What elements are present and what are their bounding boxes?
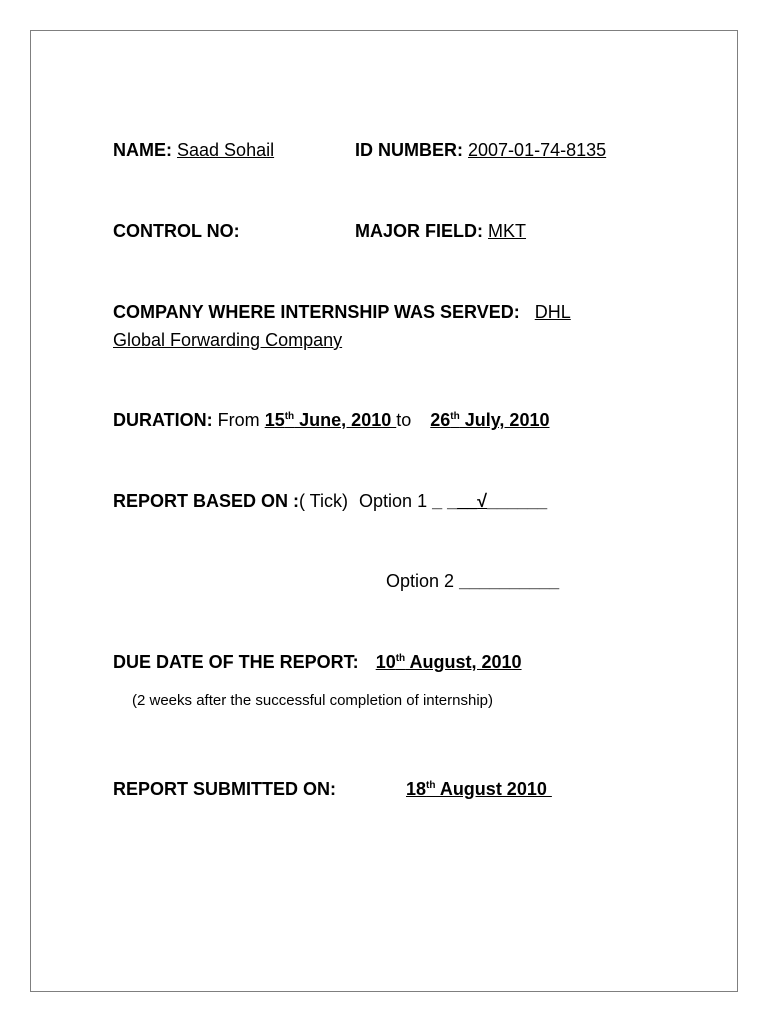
submitted-label: REPORT SUBMITTED ON: xyxy=(113,779,336,799)
duration-from: From xyxy=(217,410,260,430)
company-value-line1: DHL xyxy=(534,302,571,322)
option1-tick-mark: √ xyxy=(477,491,488,511)
option1-label: Option 1 xyxy=(359,491,428,511)
submitted-row xyxy=(113,778,336,800)
id-number-value: 2007-01-74-8135 xyxy=(468,140,607,160)
company-label: COMPANY WHERE INTERNSHIP WAS SERVED: xyxy=(113,302,520,322)
major-field-value: MKT xyxy=(488,221,527,241)
control-no-row xyxy=(113,220,240,242)
report-based-on-row xyxy=(113,490,547,512)
submitted-value: 18th August 2010 xyxy=(406,779,552,799)
tick-instruction: ( Tick) xyxy=(299,491,349,511)
name-value: Saad Sohail xyxy=(177,140,275,160)
due-date-row xyxy=(113,651,522,673)
company-value-line2: Global Forwarding Company xyxy=(113,330,343,350)
duration-label: DURATION: xyxy=(113,410,213,430)
duration-start-date: 15th June, 2010 xyxy=(264,410,397,430)
id-number-row xyxy=(355,139,606,161)
option2-row xyxy=(386,570,559,592)
company-row xyxy=(113,301,571,323)
option2-label: Option 2 xyxy=(386,571,455,591)
duration-row xyxy=(113,409,549,431)
major-field-row xyxy=(355,220,526,242)
due-date-note: (2 weeks after the successful completion of internship) xyxy=(132,692,494,709)
option1-blank: _ ___√______ xyxy=(432,491,548,511)
name-label: NAME: xyxy=(113,140,172,160)
report-based-on-label: REPORT BASED ON : xyxy=(113,491,300,511)
submitted-value-row xyxy=(406,778,552,800)
major-field-label: MAJOR FIELD: xyxy=(355,221,483,241)
due-date-value: 10th August, 2010 xyxy=(375,652,522,672)
control-no-label: CONTROL NO: xyxy=(113,221,240,241)
company-row-2 xyxy=(113,329,342,351)
id-number-label: ID NUMBER: xyxy=(355,140,463,160)
option2-blank: __________ xyxy=(459,571,560,591)
due-date-label: DUE DATE OF THE REPORT: xyxy=(113,652,359,672)
duration-to: to xyxy=(396,410,412,430)
name-row xyxy=(113,139,274,161)
duration-end-date: 26th July, 2010 xyxy=(430,410,550,430)
